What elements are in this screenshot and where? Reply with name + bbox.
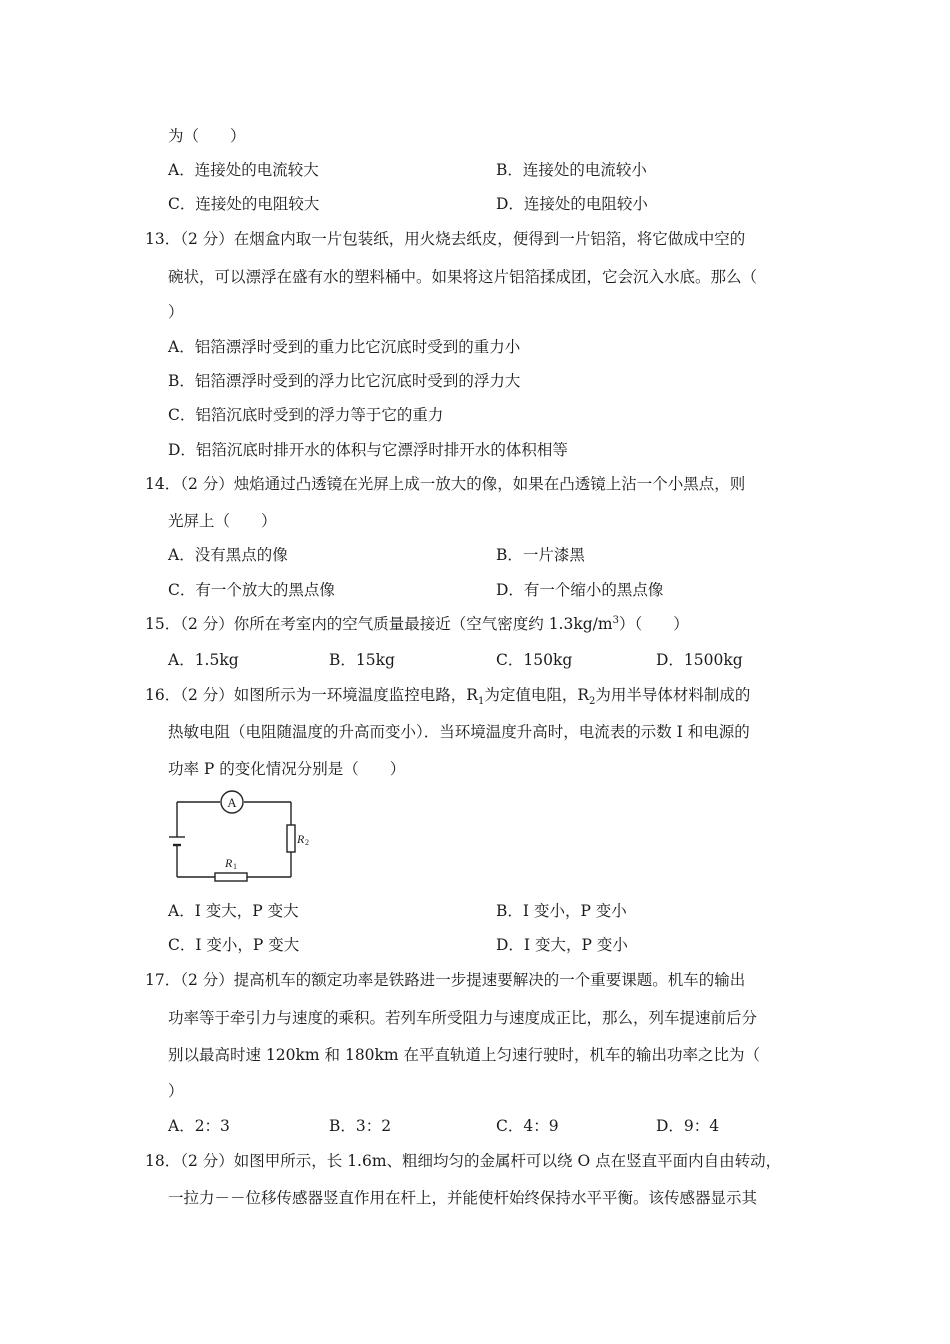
q15-stem-end: ）（ ） [618,615,689,633]
q12-option-c: C．连接处的电阻较大 [168,195,320,213]
q16-option-c: C．I 变小，P 变大 [168,936,300,954]
q13-stem-line1: 13．（2 分）在烟盒内取一片包装纸，用火烧去纸皮，便得到一片铝箔，将它做成中空的 [145,230,746,248]
q14-option-a: A．没有黑点的像 [168,546,288,564]
q15-option-a: A．1.5kg [168,651,239,669]
q15-option-d: D．1500kg [656,651,743,669]
q18-stem-line1: 18．（2 分）如图甲所示，长 1.6m、粗细均匀的金属杆可以绕 O 点在竖直平面内自由转动， [145,1152,782,1170]
q13-option-d: D．铝箔沉底时排开水的体积与它漂浮时排开水的体积相等 [168,441,568,459]
q14-option-c: C．有一个放大的黑点像 [168,581,335,599]
q17-option-b: B．3：2 [329,1117,392,1135]
q16-stem-part1: 16．（2 分）如图所示为一环境温度监控电路，R [145,686,478,704]
q17-option-c: C．4：9 [496,1117,559,1135]
q12-option-b: B．连接处的电流较小 [496,161,647,179]
r2-label-sub: 2 [305,838,309,847]
q17-stem-line1: 17．（2 分）提高机车的额定功率是铁路进一步提速要解决的一个重要课题。机车的输出 [145,971,746,989]
q17-stem-line2: 功率等于牵引力与速度的乘积。若列车所受阻力与速度成正比，那么，列车提速前后分 [168,1009,758,1027]
q13-stem-line2: 碗状，可以漂浮在盛有水的塑料桶中。如果将这片铝箔揉成团，它会沉入水底。那么（ [168,268,758,286]
q13-option-c: C．铝箔沉底时受到的浮力等于它的重力 [168,406,444,424]
q16-stem-line1 [145,685,751,708]
r2-label: R [297,832,305,846]
q14-stem-line1: 14．（2 分）烛焰通过凸透镜在光屏上成一放大的像，如果在凸透镜上沾一个小黑点，则 [145,475,746,493]
q14-option-b: B．一片漆黑 [496,546,585,564]
q16-r1-subscript: 1 [477,696,485,708]
q18-stem-line2: 一拉力－－位移传感器竖直作用在杆上，并能使杆始终保持水平平衡。该传感器显示其 [168,1189,758,1207]
q16-option-b: B．I 变小，P 变小 [496,902,627,920]
q16-r2-subscript: 2 [588,696,596,708]
q17-stem-line4: ） [168,1082,184,1100]
circuit-diagram [168,788,328,888]
r1-resistor [215,873,247,881]
r1-label-sub: 1 [233,862,237,871]
q15-stem [145,614,689,634]
q16-stem-line2: 热敏电阻（电阻随温度的升高而变小）．当环境温度升高时，电流表的示数 I 和电源的 [168,723,750,741]
q12-option-d: D．连接处的电阻较小 [496,195,648,213]
q17-stem-line3: 别以最高时速 120km 和 180km 在平直轨道上匀速行驶时，机车的输出功率之比为（ [168,1046,761,1064]
r1-label: R [225,856,233,870]
q13-stem-line3: ） [168,303,184,321]
q17-option-d: D．9：4 [656,1117,720,1135]
q14-stem-line2: 光屏上（ ） [168,512,277,530]
q16-stem-part2: 为定值电阻，R [484,686,589,704]
q12-stem-continuation: 为（ ） [168,127,246,145]
q13-option-a: A．铝箔漂浮时受到的重力比它沉底时受到的重力小 [168,338,521,356]
q14-option-d: D．有一个缩小的黑点像 [496,581,664,599]
q17-option-a: A．2：3 [168,1117,230,1135]
q16-stem-part3: 为用半导体材料制成的 [595,686,751,704]
q16-stem-line3: 功率 P 的变化情况分别是（ ） [168,760,406,778]
ammeter-label: A [227,795,237,810]
q12-option-a: A．连接处的电流较大 [168,161,319,179]
q16-option-a: A．I 变大，P 变大 [168,902,299,920]
r2-resistor [287,825,295,852]
q16-option-d: D．I 变大，P 变小 [496,936,628,954]
q15-option-c: C．150kg [496,651,573,669]
q15-superscript: 3 [612,614,619,626]
q15-stem-text: 15．（2 分）你所在考室内的空气质量最接近（空气密度约 1.3kg/m [145,615,613,633]
q13-option-b: B．铝箔漂浮时受到的浮力比它沉底时受到的浮力大 [168,372,521,390]
q15-option-b: B．15kg [329,651,395,669]
